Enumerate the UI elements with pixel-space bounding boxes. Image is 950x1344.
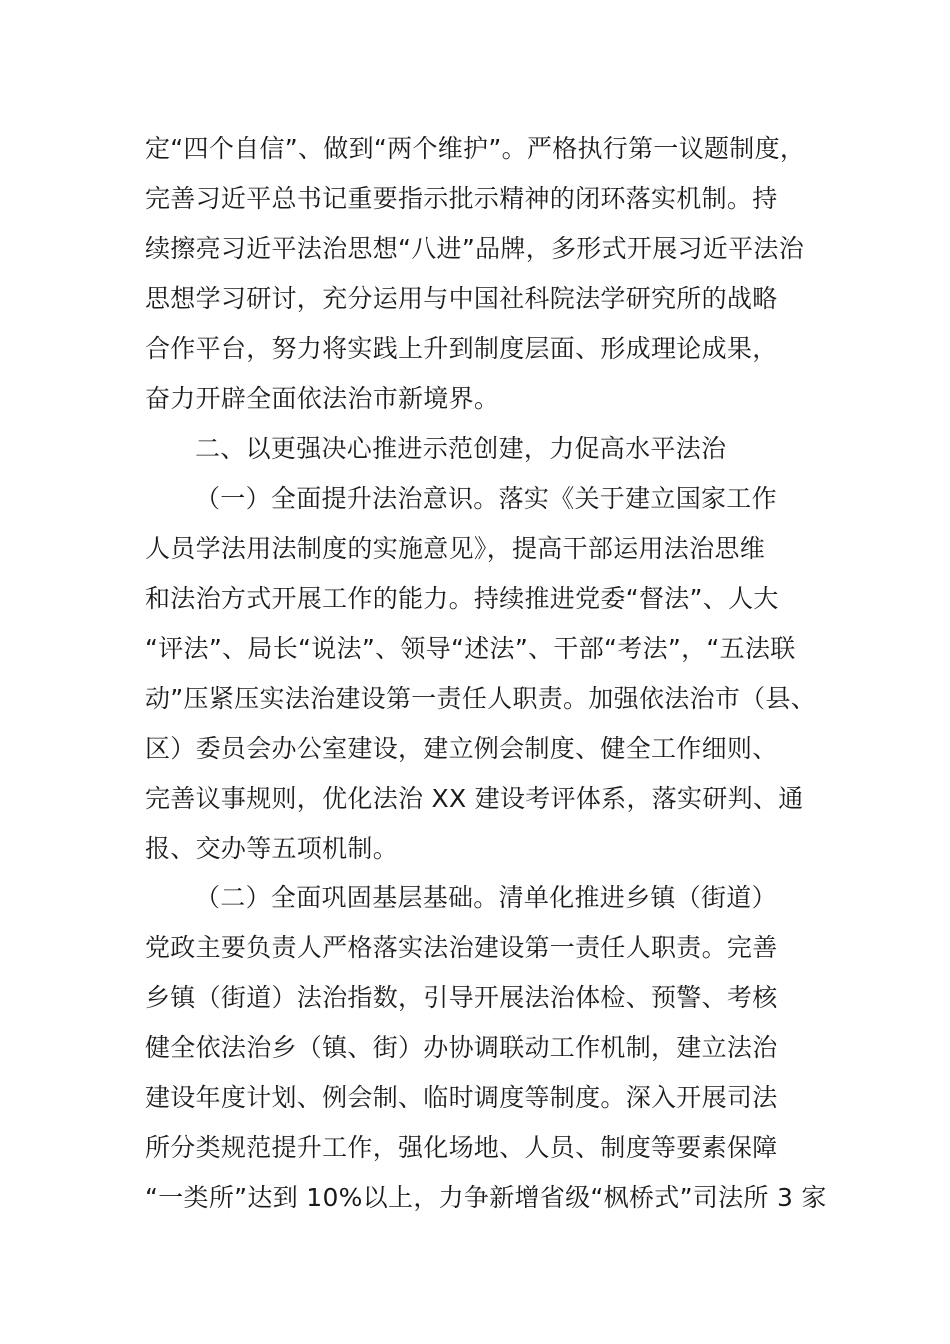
text-line: 定“四个自信”、做到“两个维护”。严格执行第一议题制度， bbox=[145, 134, 806, 163]
subsection-heading-line: （一）全面提升法治意识。落实《关于建立国家工作 bbox=[195, 484, 777, 513]
text-line: 所分类规范提升工作，强化场地、人员、制度等要素保障 bbox=[145, 1133, 778, 1162]
text-line: 完善习近平总书记重要指示批示精神的闭环落实机制。持 bbox=[145, 184, 778, 213]
section-heading: 二、以更强决心推进示范创建，力促高水平法治 bbox=[195, 434, 727, 463]
text-line: 乡镇（街道）法治指数，引导开展法治体检、预警、考核 bbox=[145, 983, 778, 1012]
text-line: 续擦亮习近平法治思想“八进”品牌，多形式开展习近平法治 bbox=[145, 234, 805, 263]
text-line: 党政主要负责人严格落实法治建设第一责任人职责。完善 bbox=[145, 933, 778, 962]
text-line: “评法”、局长“说法”、领导“述法”、干部“考法”，“五法联 bbox=[145, 634, 796, 663]
text-line: 人员学法用法制度的实施意见》，提高干部运用法治思维 bbox=[145, 534, 766, 563]
text-line: 建设年度计划、例会制、临时调度等制度。深入开展司法 bbox=[145, 1083, 778, 1112]
text-line: 奋力开辟全面依法治市新境界。 bbox=[145, 384, 500, 413]
text-line: 合作平台，努力将实践上升到制度层面、形成理论成果， bbox=[145, 334, 778, 363]
text-line: 健全依法治乡（镇、街）办协调联动工作机制，建立法治 bbox=[145, 1033, 778, 1062]
subsection-heading-line: （二）全面巩固基层基础。清单化推进乡镇（街道） bbox=[195, 883, 777, 912]
text-line: 完善议事规则，优化法治 XX 建设考评体系，落实研判、通 bbox=[145, 784, 804, 813]
text-line: “一类所”达到 10%以上，力争新增省级“枫桥式”司法所 3 家 bbox=[145, 1183, 827, 1212]
text-line: 报、交办等五项机制。 bbox=[145, 834, 399, 863]
text-line: 思想学习研讨，充分运用与中国社科院法学研究所的战略 bbox=[145, 284, 778, 313]
text-line: 区）委员会办公室建设，建立例会制度、健全工作细则、 bbox=[145, 734, 778, 763]
text-line: 和法治方式开展工作的能力。持续推进党委“督法”、人大 bbox=[145, 584, 779, 613]
text-line: 动”压紧压实法治建设第一责任人职责。加强依法治市（县、 bbox=[145, 684, 817, 713]
